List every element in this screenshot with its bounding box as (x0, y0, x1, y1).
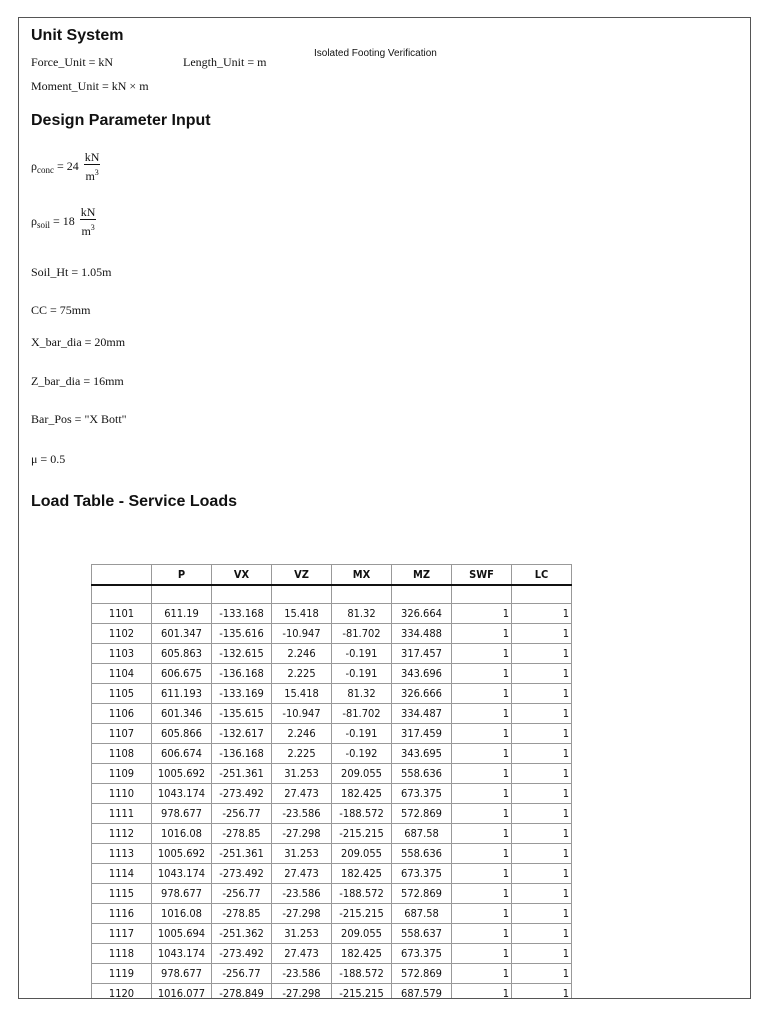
cell-vx: -251.362 (212, 924, 272, 944)
cell-vx: -132.615 (212, 644, 272, 664)
cell-p: 1005.692 (152, 844, 212, 864)
mu: μ = 0.5 (31, 452, 66, 466)
column-header-mz: MZ (392, 565, 452, 586)
cell-mx: 81.32 (332, 684, 392, 704)
cell-index: 1105 (92, 684, 152, 704)
cell-mx: -0.191 (332, 664, 392, 684)
x-bar-dia: X_bar_dia = 20mm (31, 335, 126, 349)
length-unit: Length_Unit = m (183, 55, 267, 69)
cell-mx: -0.191 (332, 724, 392, 744)
cell-mx: 209.055 (332, 764, 392, 784)
blank-cell (212, 585, 272, 604)
rho-soil-sub: soil (37, 219, 51, 230)
table-row (92, 684, 572, 704)
cell-vz: -27.298 (272, 824, 332, 844)
rho-soil-den: m (81, 224, 91, 238)
cell-lc: 1 (512, 984, 572, 1000)
table-row (92, 884, 572, 904)
cell-vz: -27.298 (272, 904, 332, 924)
cell-swf: 1 (452, 884, 512, 904)
table-row (92, 624, 572, 644)
cell-mz: 317.459 (392, 724, 452, 744)
table-row (92, 964, 572, 984)
cell-lc: 1 (512, 864, 572, 884)
cell-mx: -81.702 (332, 704, 392, 724)
cell-mz: 558.636 (392, 764, 452, 784)
cell-p: 601.346 (152, 704, 212, 724)
column-header-p: P (152, 565, 212, 586)
cell-lc: 1 (512, 884, 572, 904)
cell-swf: 1 (452, 744, 512, 764)
table-row (92, 944, 572, 964)
rho-conc-eq: = 24 (57, 158, 79, 173)
cell-index: 1110 (92, 784, 152, 804)
cell-index: 1115 (92, 884, 152, 904)
cell-index: 1117 (92, 924, 152, 944)
cell-index: 1108 (92, 744, 152, 764)
cell-swf: 1 (452, 904, 512, 924)
design-input-heading: Design Parameter Input (31, 112, 211, 129)
cell-vx: -278.85 (212, 824, 272, 844)
cell-swf: 1 (452, 944, 512, 964)
table-row (92, 664, 572, 684)
cell-index: 1104 (92, 664, 152, 684)
cell-p: 605.866 (152, 724, 212, 744)
cell-mz: 572.869 (392, 964, 452, 984)
cell-swf: 1 (452, 824, 512, 844)
cell-vz: 15.418 (272, 684, 332, 704)
cell-mz: 558.636 (392, 844, 452, 864)
cell-mx: 182.425 (332, 944, 392, 964)
cell-vx: -278.85 (212, 904, 272, 924)
cell-mx: -0.192 (332, 744, 392, 764)
cell-lc: 1 (512, 764, 572, 784)
table-row (92, 844, 572, 864)
cell-p: 1005.694 (152, 924, 212, 944)
column-header-vz: VZ (272, 565, 332, 586)
cell-lc: 1 (512, 684, 572, 704)
column-header-mx: MX (332, 565, 392, 586)
cell-swf: 1 (452, 764, 512, 784)
cell-vz: 31.253 (272, 844, 332, 864)
cell-p: 1016.077 (152, 984, 212, 1000)
cell-mz: 343.695 (392, 744, 452, 764)
rho-soil-symbol: ρ (31, 213, 37, 228)
cell-vx: -278.849 (212, 984, 272, 1000)
table-row (92, 924, 572, 944)
cell-p: 1043.174 (152, 864, 212, 884)
cell-swf: 1 (452, 804, 512, 824)
table-row (92, 724, 572, 744)
rho-soil-eq: = 18 (53, 213, 75, 228)
cell-mz: 673.375 (392, 864, 452, 884)
column-header-swf: SWF (452, 565, 512, 586)
cell-lc: 1 (512, 664, 572, 684)
cell-vz: 27.473 (272, 864, 332, 884)
table-row (92, 804, 572, 824)
column-header-vx: VX (212, 565, 272, 586)
blank-cell (392, 585, 452, 604)
cell-vz: 2.225 (272, 744, 332, 764)
cell-swf: 1 (452, 844, 512, 864)
cell-p: 606.675 (152, 664, 212, 684)
cell-lc: 1 (512, 784, 572, 804)
cell-p: 978.677 (152, 964, 212, 984)
cell-p: 601.347 (152, 624, 212, 644)
cell-mx: 209.055 (332, 924, 392, 944)
blank-cell (272, 585, 332, 604)
cell-mz: 687.579 (392, 984, 452, 1000)
cell-mz: 326.666 (392, 684, 452, 704)
cell-index: 1109 (92, 764, 152, 784)
cell-mx: 182.425 (332, 784, 392, 804)
cell-vx: -135.616 (212, 624, 272, 644)
cell-mx: 81.32 (332, 604, 392, 624)
cell-p: 605.863 (152, 644, 212, 664)
cell-index: 1114 (92, 864, 152, 884)
load-table-wrap (91, 564, 572, 999)
rho-soil-fraction (80, 205, 97, 239)
cell-p: 1016.08 (152, 824, 212, 844)
rho-conc-exp: 3 (94, 168, 99, 177)
cell-vz: -27.298 (272, 984, 332, 1000)
cell-lc: 1 (512, 924, 572, 944)
cell-index: 1106 (92, 704, 152, 724)
cell-lc: 1 (512, 944, 572, 964)
cell-vx: -133.168 (212, 604, 272, 624)
cell-vx: -251.361 (212, 844, 272, 864)
table-row (92, 824, 572, 844)
force-unit: Force_Unit = kN (31, 55, 114, 69)
moment-unit: Moment_Unit = kN × m (31, 79, 149, 93)
cell-p: 978.677 (152, 804, 212, 824)
cell-swf: 1 (452, 624, 512, 644)
cell-vx: -133.169 (212, 684, 272, 704)
cell-lc: 1 (512, 964, 572, 984)
cell-lc: 1 (512, 804, 572, 824)
cell-vz: 2.246 (272, 724, 332, 744)
cell-swf: 1 (452, 864, 512, 884)
cell-vz: -23.586 (272, 884, 332, 904)
cell-p: 606.674 (152, 744, 212, 764)
cell-index: 1107 (92, 724, 152, 744)
cell-lc: 1 (512, 824, 572, 844)
cell-swf: 1 (452, 724, 512, 744)
cell-index: 1102 (92, 624, 152, 644)
cell-mx: 209.055 (332, 844, 392, 864)
table-row (92, 744, 572, 764)
cell-lc: 1 (512, 704, 572, 724)
table-row (92, 604, 572, 624)
z-bar-dia: Z_bar_dia = 16mm (31, 374, 124, 388)
rho-soil-exp: 3 (90, 223, 95, 232)
load-table-heading: Load Table - Service Loads (31, 493, 237, 510)
cell-mz: 673.375 (392, 944, 452, 964)
column-header-index (92, 565, 152, 586)
cell-vx: -132.617 (212, 724, 272, 744)
rho-conc-sub: conc (37, 164, 54, 175)
cell-p: 1016.08 (152, 904, 212, 924)
cell-index: 1120 (92, 984, 152, 1000)
cell-mx: -215.215 (332, 984, 392, 1000)
column-header-lc: LC (512, 565, 572, 586)
cell-mx: -215.215 (332, 824, 392, 844)
document-page (18, 17, 751, 999)
cell-vx: -135.615 (212, 704, 272, 724)
cell-vz: 27.473 (272, 784, 332, 804)
cell-lc: 1 (512, 744, 572, 764)
cell-vx: -136.168 (212, 744, 272, 764)
cell-mz: 687.58 (392, 824, 452, 844)
cell-vx: -251.361 (212, 764, 272, 784)
cell-swf: 1 (452, 704, 512, 724)
cell-vx: -256.77 (212, 804, 272, 824)
table-row (92, 904, 572, 924)
rho-conc-equation (31, 150, 100, 184)
table-row (92, 644, 572, 664)
cell-vz: 2.225 (272, 664, 332, 684)
cell-vz: 31.253 (272, 764, 332, 784)
soil-ht: Soil_Ht = 1.05m (31, 265, 112, 279)
cell-swf: 1 (452, 684, 512, 704)
cell-index: 1112 (92, 824, 152, 844)
cell-mz: 343.696 (392, 664, 452, 684)
table-row (92, 984, 572, 1000)
cell-mz: 558.637 (392, 924, 452, 944)
blank-cell (152, 585, 212, 604)
load-table (91, 564, 572, 999)
cell-index: 1118 (92, 944, 152, 964)
bar-pos: Bar_Pos = "X Bott" (31, 412, 127, 426)
cell-mz: 317.457 (392, 644, 452, 664)
table-header-row (92, 565, 572, 586)
rho-conc-fraction (84, 150, 101, 184)
cell-p: 978.677 (152, 884, 212, 904)
cell-vx: -273.492 (212, 944, 272, 964)
cell-mx: -188.572 (332, 884, 392, 904)
table-row (92, 784, 572, 804)
cell-p: 1043.174 (152, 784, 212, 804)
cell-vx: -256.77 (212, 884, 272, 904)
cell-vz: 27.473 (272, 944, 332, 964)
rho-conc-den: m (85, 169, 95, 183)
blank-cell (452, 585, 512, 604)
rho-conc-num: kN (84, 150, 100, 164)
cell-mz: 572.869 (392, 884, 452, 904)
cell-vz: 31.253 (272, 924, 332, 944)
cell-vx: -273.492 (212, 784, 272, 804)
blank-cell (92, 585, 152, 604)
cell-mz: 334.487 (392, 704, 452, 724)
cell-mz: 687.58 (392, 904, 452, 924)
cell-vz: -10.947 (272, 704, 332, 724)
cell-lc: 1 (512, 724, 572, 744)
cc: CC = 75mm (31, 303, 91, 317)
cell-mz: 334.488 (392, 624, 452, 644)
cell-vz: -10.947 (272, 624, 332, 644)
cell-swf: 1 (452, 604, 512, 624)
blank-cell (332, 585, 392, 604)
cell-mx: -188.572 (332, 804, 392, 824)
cell-lc: 1 (512, 644, 572, 664)
table-row (92, 704, 572, 724)
table-row (92, 764, 572, 784)
cell-vz: -23.586 (272, 804, 332, 824)
cell-vx: -256.77 (212, 964, 272, 984)
cell-mz: 326.664 (392, 604, 452, 624)
cell-vx: -136.168 (212, 664, 272, 684)
rho-conc-symbol: ρ (31, 158, 37, 173)
cell-p: 1005.692 (152, 764, 212, 784)
cell-swf: 1 (452, 644, 512, 664)
cell-swf: 1 (452, 964, 512, 984)
cell-lc: 1 (512, 844, 572, 864)
rho-soil-equation (31, 205, 96, 239)
cell-lc: 1 (512, 904, 572, 924)
cell-index: 1101 (92, 604, 152, 624)
rho-soil-num: kN (80, 205, 96, 219)
cell-mx: -188.572 (332, 964, 392, 984)
cell-index: 1103 (92, 644, 152, 664)
doc-title: Isolated Footing Verification (314, 48, 437, 59)
blank-cell (512, 585, 572, 604)
cell-swf: 1 (452, 924, 512, 944)
cell-mz: 673.375 (392, 784, 452, 804)
table-row (92, 864, 572, 884)
cell-p: 611.193 (152, 684, 212, 704)
unit-system-heading: Unit System (31, 27, 124, 44)
cell-index: 1111 (92, 804, 152, 824)
cell-vz: 2.246 (272, 644, 332, 664)
cell-swf: 1 (452, 984, 512, 1000)
cell-swf: 1 (452, 784, 512, 804)
cell-vx: -273.492 (212, 864, 272, 884)
cell-index: 1113 (92, 844, 152, 864)
cell-mx: 182.425 (332, 864, 392, 884)
cell-index: 1119 (92, 964, 152, 984)
cell-p: 1043.174 (152, 944, 212, 964)
cell-index: 1116 (92, 904, 152, 924)
cell-swf: 1 (452, 664, 512, 684)
cell-vz: -23.586 (272, 964, 332, 984)
cell-vz: 15.418 (272, 604, 332, 624)
cell-mx: -0.191 (332, 644, 392, 664)
cell-mz: 572.869 (392, 804, 452, 824)
cell-p: 611.19 (152, 604, 212, 624)
cell-mx: -81.702 (332, 624, 392, 644)
cell-mx: -215.215 (332, 904, 392, 924)
table-blank-row (92, 585, 572, 604)
cell-lc: 1 (512, 624, 572, 644)
cell-lc: 1 (512, 604, 572, 624)
